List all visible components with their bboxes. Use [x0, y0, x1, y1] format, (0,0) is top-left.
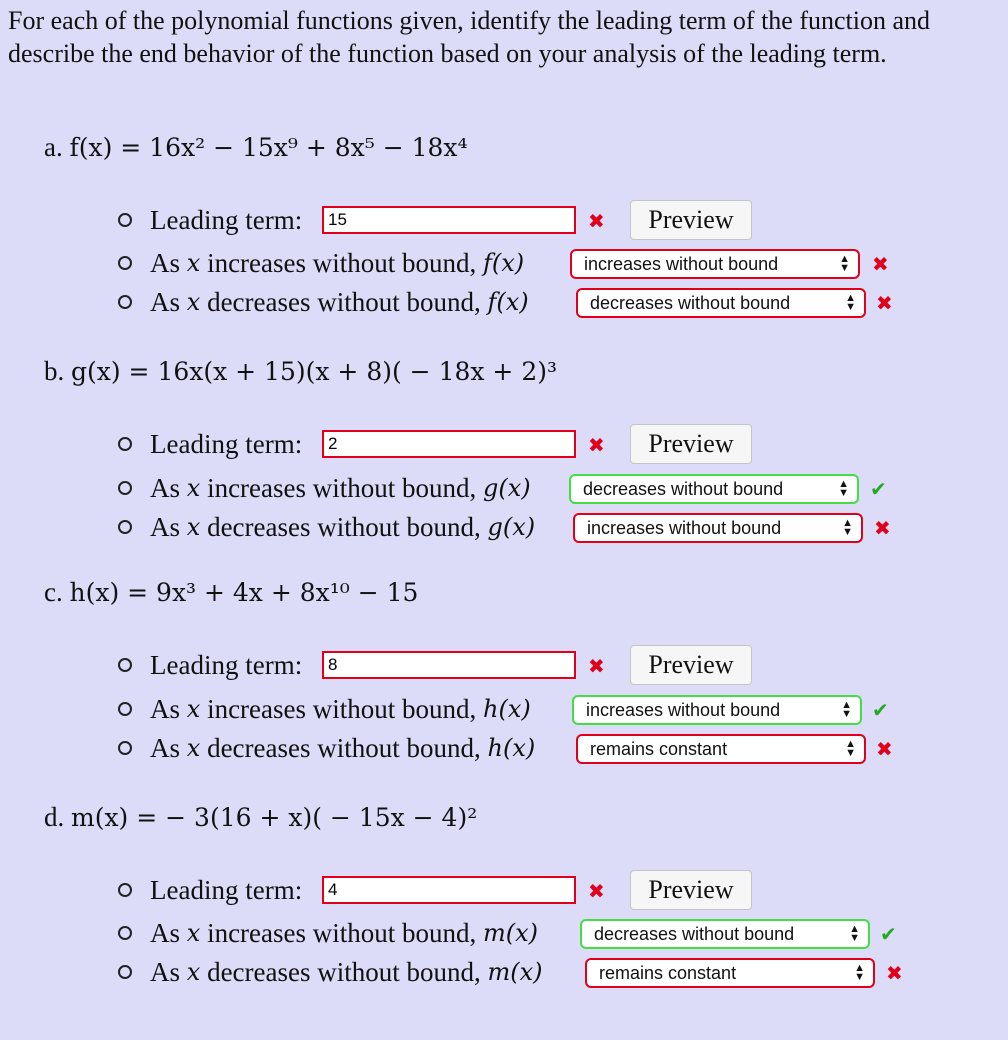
bullet-icon: [118, 437, 132, 451]
dec-select-b[interactable]: increases without bound ▲ ▼: [573, 513, 863, 543]
preview-button-d[interactable]: Preview: [630, 870, 752, 910]
dec-row-b: As x decreases without bound, g (x): [118, 510, 535, 544]
dec-row-c: As x decreases without bound, h (x): [118, 731, 535, 765]
select-arrows-icon: ▲ ▼: [849, 923, 860, 944]
bullet-icon: [118, 965, 132, 979]
dec-select-a[interactable]: decreases without bound ▲ ▼: [576, 288, 866, 318]
select-arrows-icon: ▲ ▼: [854, 962, 865, 983]
inc-row-c: As x increases without bound, h (x): [118, 692, 531, 726]
expression-c: h(x) = 9x³ + 4x + 8x¹⁰ − 15: [69, 578, 419, 607]
cross-icon: ✖: [876, 737, 893, 761]
dec-select-c[interactable]: remains constant ▲ ▼: [576, 734, 866, 764]
expression-a: f(x) = 16x² − 15x⁹ + 8x⁵ − 18x⁴: [69, 133, 468, 162]
bullet-icon: [118, 481, 132, 495]
function-b: b. g(x) = 16x(x + 15)(x + 8)( − 18x + 2)³: [44, 356, 557, 386]
inc-row-b: As x increases without bound, g (x): [118, 471, 531, 505]
instructions: For each of the polynomial functions given, identify the leading term of the function and describe the end behavior of the function based on your analysis of the leading term.: [8, 6, 931, 68]
cross-icon: ✖: [588, 879, 605, 903]
cross-icon: ✖: [886, 961, 903, 985]
preview-button-b[interactable]: Preview: [630, 424, 752, 464]
inc-select-d[interactable]: decreases without bound ▲ ▼: [580, 919, 870, 949]
cross-icon: ✖: [588, 654, 605, 678]
bullet-icon: [118, 295, 132, 309]
leading-term-row-b: Leading term:: [118, 427, 302, 461]
inc-select-b[interactable]: decreases without bound ▲ ▼: [569, 474, 859, 504]
dec-select-d[interactable]: remains constant ▲ ▼: [585, 958, 875, 988]
bullet-icon: [118, 520, 132, 534]
inc-select-a[interactable]: increases without bound ▲ ▼: [570, 249, 860, 279]
problem-b: [0, 354, 1008, 594]
inc-row-d: As x increases without bound, m (x): [118, 916, 538, 950]
select-arrows-icon: ▲ ▼: [845, 738, 856, 759]
inc-row-a: As x increases without bound, f (x): [118, 246, 524, 280]
problem-c: [0, 575, 1008, 815]
leading-term-input-d[interactable]: [322, 876, 576, 904]
select-arrows-icon: ▲ ▼: [841, 699, 852, 720]
leading-term-input-a[interactable]: [322, 206, 576, 234]
preview-button-a[interactable]: Preview: [630, 200, 752, 240]
problem-a: [0, 130, 1008, 370]
expression-d: m(x) = − 3(16 + x)( − 15x − 4)²: [71, 803, 478, 832]
leading-term-row-c: Leading term:: [118, 648, 302, 682]
problem-d: [0, 800, 1008, 1040]
select-arrows-icon: ▲ ▼: [839, 253, 850, 274]
cross-icon: ✖: [876, 291, 893, 315]
function-a: a. f(x) = 16x² − 15x⁹ + 8x⁵ − 18x⁴: [44, 132, 468, 162]
select-arrows-icon: ▲ ▼: [842, 517, 853, 538]
leading-term-input-b[interactable]: [322, 430, 576, 458]
check-icon: ✔: [880, 922, 897, 946]
bullet-icon: [118, 741, 132, 755]
bullet-icon: [118, 658, 132, 672]
bullet-icon: [118, 256, 132, 270]
function-c: c. h(x) = 9x³ + 4x + 8x¹⁰ − 15: [44, 577, 419, 607]
cross-icon: ✖: [874, 516, 891, 540]
cross-icon: ✖: [588, 433, 605, 457]
check-icon: ✔: [872, 698, 889, 722]
cross-icon: ✖: [872, 252, 889, 276]
dec-row-a: As x decreases without bound, f (x): [118, 285, 529, 319]
expression-b: g(x) = 16x(x + 15)(x + 8)( − 18x + 2)³: [71, 357, 557, 386]
leading-term-row-d: Leading term:: [118, 873, 302, 907]
cross-icon: ✖: [588, 209, 605, 233]
check-icon: ✔: [870, 477, 887, 501]
leading-term-input-c[interactable]: [322, 651, 576, 679]
function-d: d. m(x) = − 3(16 + x)( − 15x − 4)²: [44, 802, 478, 832]
select-arrows-icon: ▲ ▼: [838, 478, 849, 499]
leading-term-row-a: Leading term:: [118, 203, 302, 237]
bullet-icon: [118, 702, 132, 716]
select-arrows-icon: ▲ ▼: [845, 292, 856, 313]
bullet-icon: [118, 926, 132, 940]
preview-button-c[interactable]: Preview: [630, 645, 752, 685]
dec-row-d: As x decreases without bound, m (x): [118, 955, 543, 989]
bullet-icon: [118, 883, 132, 897]
bullet-icon: [118, 213, 132, 227]
inc-select-c[interactable]: increases without bound ▲ ▼: [572, 695, 862, 725]
